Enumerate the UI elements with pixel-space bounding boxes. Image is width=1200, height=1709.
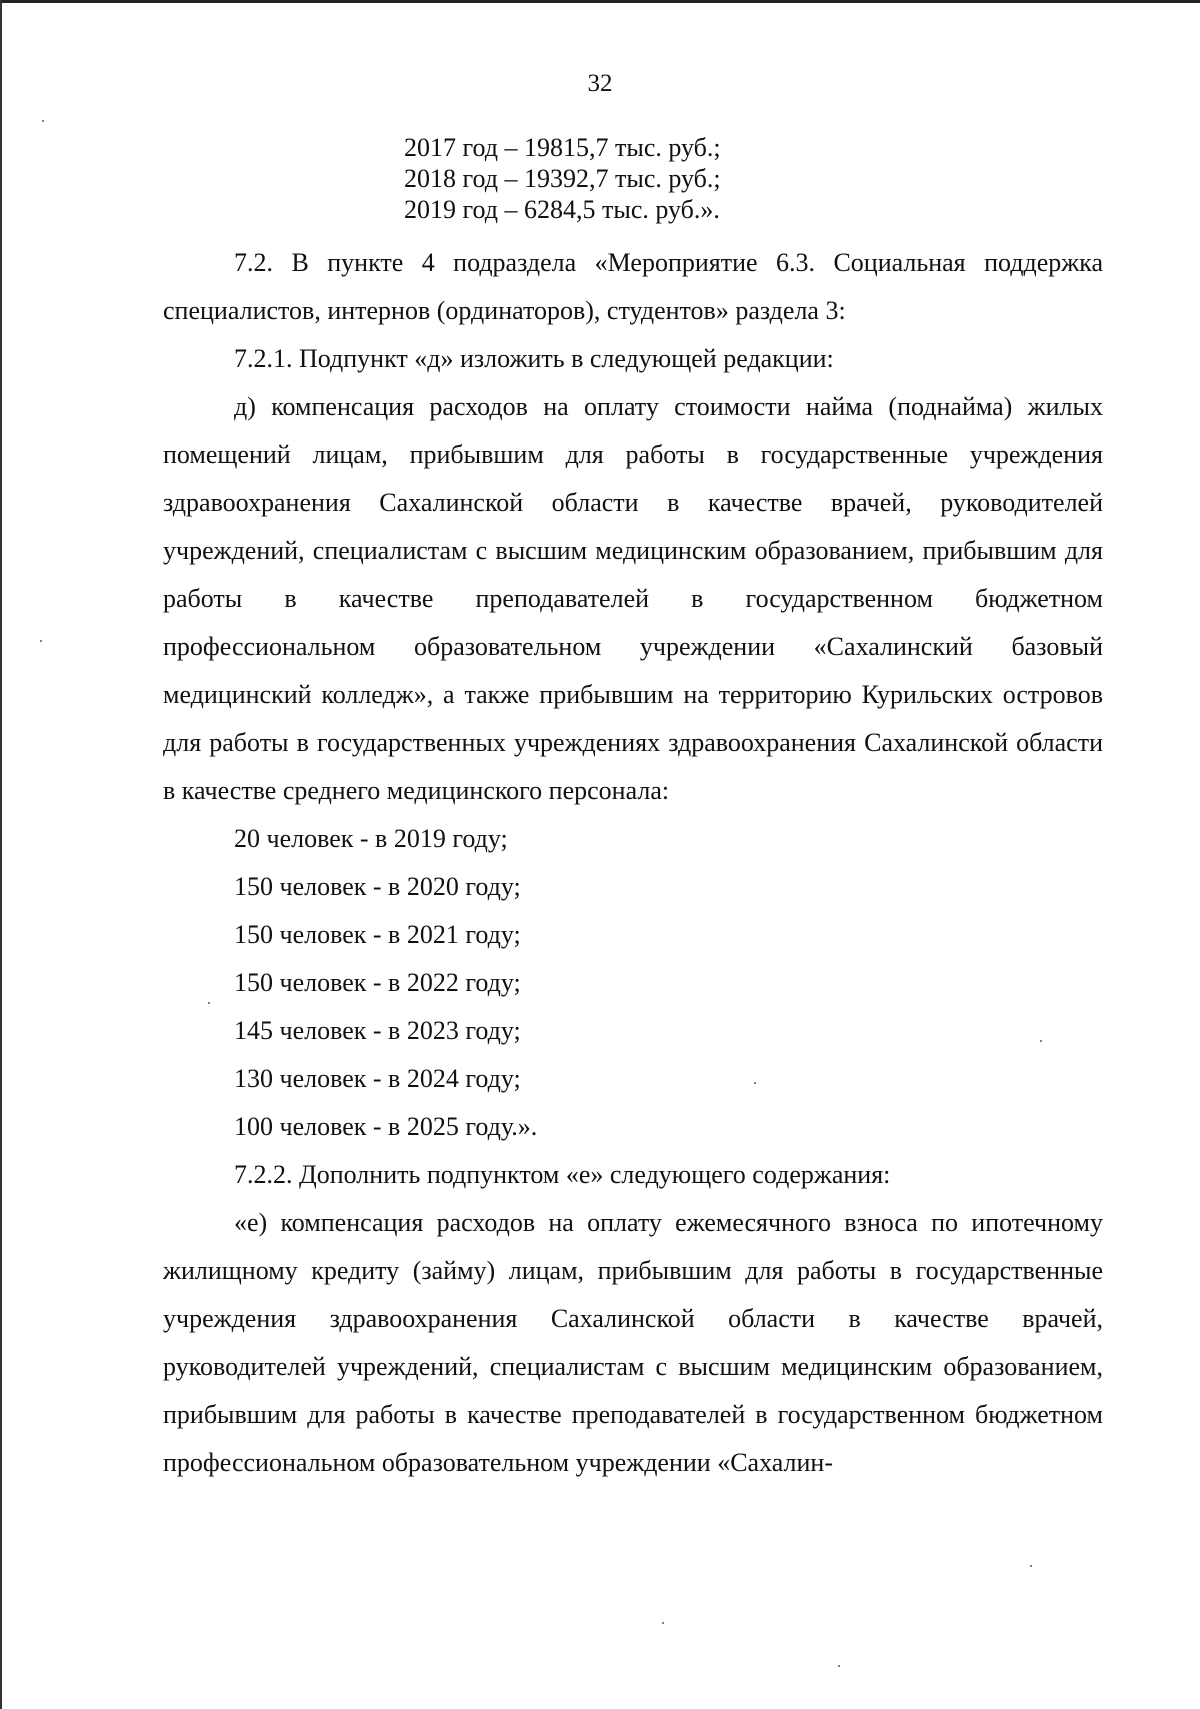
count-2019: 20 человек - в 2019 году; (234, 824, 508, 853)
budget-lines (404, 132, 721, 225)
scan-top-edge (0, 0, 1200, 3)
scan-speck (662, 1622, 664, 1624)
scan-speck (40, 640, 42, 642)
body-text (163, 239, 1103, 1487)
count-2023: 145 человек - в 2023 году; (234, 1016, 521, 1045)
scan-speck (42, 120, 44, 122)
count-2020: 150 человек - в 2020 году; (234, 872, 521, 901)
paragraph-7-2-1: 7.2.1. Подпункт «д» изложить в следующей редакции: (234, 344, 834, 373)
scan-speck (754, 1082, 756, 1084)
scan-speck (208, 1002, 210, 1004)
paragraph-item-e: «е) компенсация расходов на оплату ежемесячного взноса по ипотечному жилищному кредиту (займу) лицам, прибывшим для работы в государственные учреждения здравоохранения Сахалинской области в качестве врачей, руководителей учреждений, специалистам с высшим медицинским образованием, прибывшим для работы в качестве преподавателей в государственном бюджетном профессиональном образовательном учреждении «Сахалин- (163, 1208, 1103, 1477)
scan-left-edge (0, 0, 2, 1709)
count-2022: 150 человек - в 2022 году; (234, 968, 521, 997)
paragraph-item-d: д) компенсация расходов на оплату стоимости найма (поднайма) жилых помещений лицам, прибывшим для работы в государственные учреждения здравоохранения Сахалинской области в качестве врачей, руководителей учреждений, специалистам с высшим медицинским образованием, прибывшим для работы в качестве преподавателей в государственном бюджетном профессиональном образовательном учреждении «Сахалинский базовый медицинский колледж», а также прибывшим на территорию Курильских островов для работы в государственных учреждениях здравоохранения Сахалинской области в качестве среднего медицинского персонала: (163, 392, 1103, 805)
scan-speck (1040, 1040, 1042, 1042)
scan-speck (1030, 1565, 1032, 1567)
count-2025: 100 человек - в 2025 году.». (234, 1112, 538, 1141)
budget-line-2018: 2018 год – 19392,7 тыс. руб.; (404, 164, 721, 193)
paragraph-7-2: 7.2. В пункте 4 подраздела «Мероприятие 6.3. Социальная поддержка специалистов, интернов (ординаторов), студентов» раздела 3: (163, 248, 1103, 325)
scan-speck (838, 1665, 840, 1667)
count-2021: 150 человек - в 2021 году; (234, 920, 521, 949)
budget-line-2017: 2017 год – 19815,7 тыс. руб.; (404, 133, 721, 162)
paragraph-7-2-2: 7.2.2. Дополнить подпунктом «е» следующего содержания: (234, 1160, 891, 1189)
count-2024: 130 человек - в 2024 году; (234, 1064, 521, 1093)
page-number: 32 (587, 70, 613, 97)
budget-line-2019: 2019 год – 6284,5 тыс. руб.». (404, 195, 720, 224)
